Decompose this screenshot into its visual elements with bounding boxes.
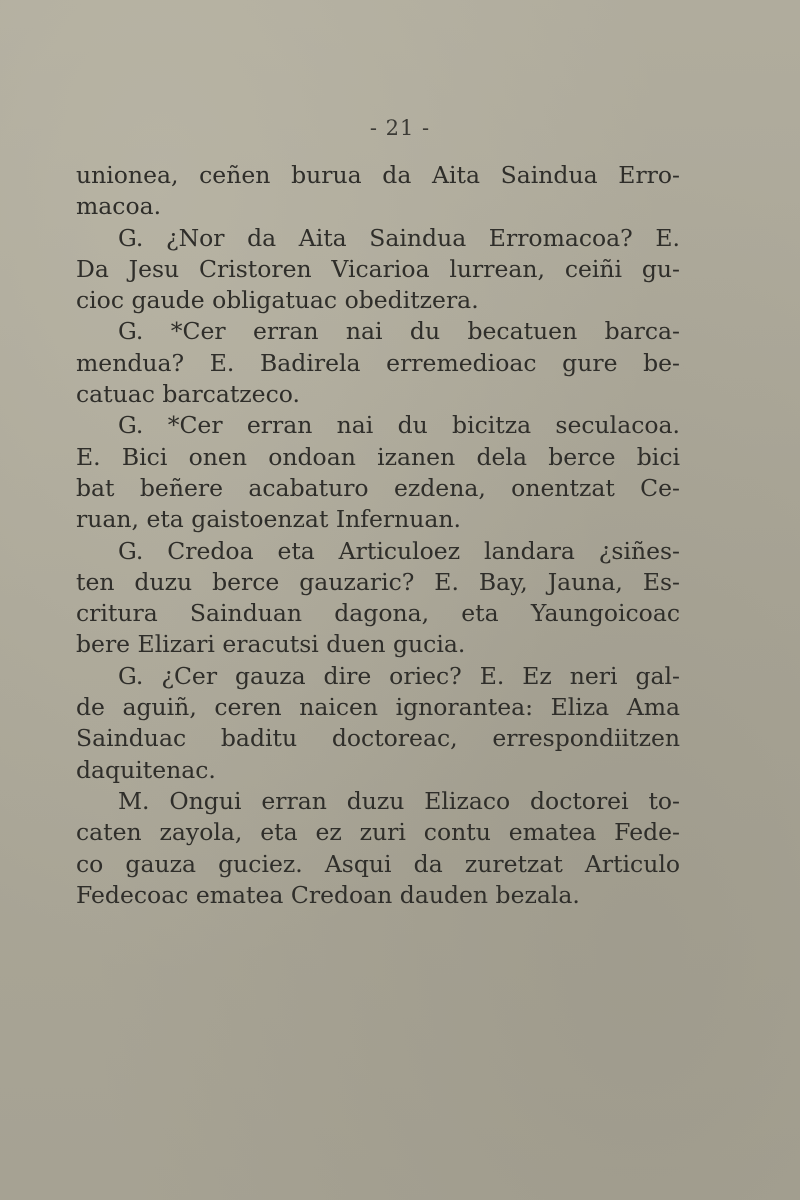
text-line: bere Elizari eracutsi duen gucia. (76, 630, 466, 659)
text-line: G. *Cer erran nai du bicitza seculacoa. (118, 411, 680, 440)
text-line: critura Sainduan dagona, eta Yaungoicoac (76, 599, 680, 628)
text-line: mendua? E. Badirela erremedioac gure be- (76, 348, 680, 377)
text-line: G. ¿Nor da Aita Saindua Erromacoa? E. (118, 223, 680, 252)
text-line: G. *Cer erran nai du becatuen barca- (118, 317, 680, 346)
page-number: - 21 - (369, 116, 431, 140)
text-line: M. Ongui erran duzu Elizaco doctorei to- (118, 786, 680, 815)
text-line: co gauza guciez. Asqui da zuretzat Articulo (76, 849, 680, 878)
text-line: Sainduac baditu doctoreac, errespondiitzen (76, 724, 680, 753)
body-text (76, 160, 680, 911)
text-line: G. ¿Cer gauza dire oriec? E. Ez neri gal- (118, 661, 680, 690)
text-line: Da Jesu Cristoren Vicarioa lurrean, ceiñi gu- (76, 254, 680, 283)
text-line: ten duzu berce gauzaric? E. Bay, Jauna, Es- (76, 567, 680, 596)
text-line: daquitenac. (76, 755, 216, 784)
text-line: ruan, eta gaistoenzat Infernuan. (76, 505, 461, 534)
text-line: de aguiñ, ceren naicen ignorantea: Eliza Ama (76, 693, 680, 722)
text-line: E. Bici onen ondoan izanen dela berce bici (76, 442, 680, 471)
text-line: catuac barcatzeco. (76, 380, 300, 409)
text-line: G. Credoa eta Articuloez landara ¿siñes- (118, 536, 680, 565)
text-line: cioc gaude obligatuac obeditzera. (76, 286, 479, 315)
text-line: bat beñere acabaturo ezdena, onentzat Ce- (76, 473, 680, 502)
text-line: Fedecoac ematea Credoan dauden bezala. (76, 880, 580, 909)
text-line: macoa. (76, 192, 162, 221)
text-line: unionea, ceñen burua da Aita Saindua Erro- (76, 161, 680, 189)
text-line: caten zayola, eta ez zuri contu ematea Fede- (76, 818, 680, 847)
